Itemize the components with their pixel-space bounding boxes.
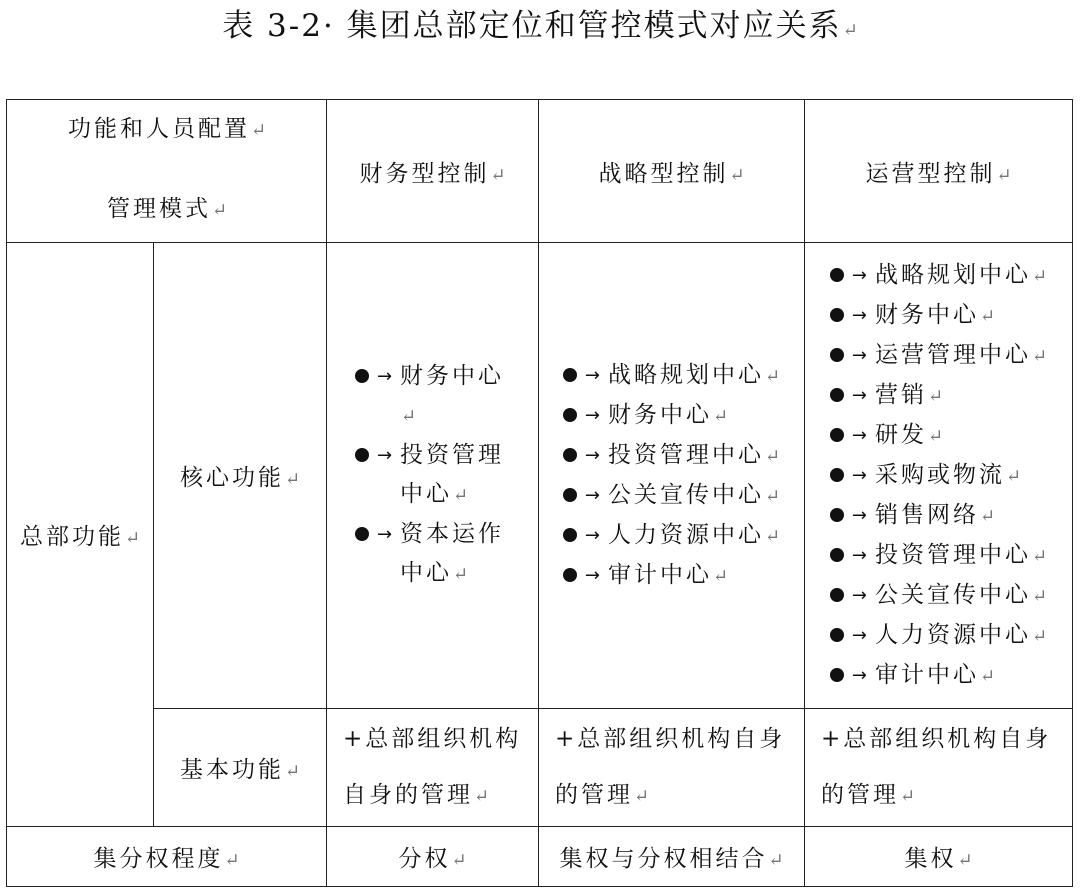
list-item-text: 战略规划中心↵ [608, 361, 781, 388]
list-item [830, 376, 1047, 416]
bullet-dot-icon [563, 528, 577, 542]
arrow-right-icon: → [584, 524, 600, 546]
list-item [830, 336, 1047, 376]
list-item-text: 财务中心↵ [400, 363, 505, 427]
bullet-dot-icon [830, 268, 844, 282]
list-item [830, 496, 1047, 536]
return-mark-icon: ↵ [900, 785, 916, 807]
arrow-right-icon: → [851, 624, 867, 646]
arrow-right-icon: → [376, 445, 393, 466]
arrow-right-icon: → [851, 544, 867, 566]
return-mark-icon: ↵ [453, 564, 469, 585]
corner-header-cell [7, 100, 327, 243]
return-mark-icon: ↵ [1032, 545, 1048, 567]
list-item-text: 人力资源中心↵ [875, 621, 1048, 648]
centralization-cell: 集分权程度↵ [7, 827, 327, 887]
list-item-text: 运营管理中心↵ [875, 341, 1048, 368]
arrow-right-icon: → [584, 444, 600, 466]
return-mark-icon: ↵ [980, 665, 996, 687]
header-operational: 运营型控制↵ [805, 100, 1073, 243]
list-item-text: 审计中心↵ [608, 561, 729, 588]
return-mark-icon: ↵ [401, 406, 417, 427]
list-item-text: 公关宣传中心↵ [875, 581, 1048, 608]
header-financial: 财务型控制↵ [327, 100, 539, 243]
basic-operational-cell: +总部组织机构自身的管理↵ [805, 709, 1073, 827]
list-item [830, 656, 1047, 696]
return-mark-icon: ↵ [284, 469, 301, 490]
arrow-right-icon: → [851, 304, 867, 326]
return-mark-icon: ↵ [451, 850, 467, 871]
centralization-row [7, 827, 1073, 887]
list-item-text: 采购或物流↵ [875, 461, 1022, 488]
return-mark-icon: ↵ [713, 405, 729, 427]
list-item-text: 人力资源中心↵ [608, 521, 781, 548]
list-item-text: 审计中心↵ [875, 661, 996, 688]
bullet-dot-icon [563, 408, 577, 422]
arrow-right-icon: → [584, 404, 600, 426]
core-operational-list [830, 256, 1047, 696]
return-mark-icon: ↵ [211, 200, 228, 221]
list-item-text: 财务中心↵ [875, 301, 996, 328]
arrow-right-icon: → [851, 344, 867, 366]
arrow-right-icon: → [851, 584, 867, 606]
list-item [355, 357, 510, 436]
return-mark-icon: ↵ [224, 850, 240, 871]
bullet-dot-icon [830, 308, 844, 322]
return-mark-icon: ↵ [980, 305, 996, 327]
arrow-right-icon: → [851, 504, 867, 526]
return-mark-icon: ↵ [980, 505, 996, 527]
core-strategic-cell [539, 243, 805, 709]
bullet-dot-icon [830, 628, 844, 642]
core-operational-cell [805, 243, 1073, 709]
list-item [355, 515, 510, 594]
list-item [355, 436, 510, 515]
return-mark-icon: ↵ [474, 785, 490, 807]
table-title [0, 4, 1080, 53]
arrow-right-icon: → [584, 484, 600, 506]
return-mark-icon: ↵ [768, 850, 784, 871]
list-item-text: 研发↵ [875, 421, 944, 448]
arrow-right-icon: → [851, 424, 867, 446]
table-title-text: 表 3-2· 集团总部定位和管控模式对应关系 [222, 8, 842, 44]
return-mark-icon: ↵ [996, 164, 1012, 186]
arrow-right-icon: → [584, 364, 600, 386]
return-mark-icon: ↵ [928, 385, 944, 407]
arrow-right-icon: → [851, 264, 867, 286]
return-mark-icon: ↵ [1006, 465, 1022, 487]
degree-financial-cell: 分权↵ [327, 827, 539, 887]
bullet-dot-icon [830, 388, 844, 402]
hq-function-cell: 总部功能↵ [7, 243, 154, 827]
bullet-dot-icon [355, 448, 369, 462]
return-mark-icon: ↵ [729, 164, 745, 186]
bullet-dot-icon [830, 548, 844, 562]
header-row [7, 100, 1073, 243]
return-mark-icon: ↵ [957, 850, 973, 871]
return-mark-icon: ↵ [453, 485, 469, 506]
list-item [830, 536, 1047, 576]
return-mark-icon: ↵ [928, 425, 944, 447]
core-strategic-list [563, 356, 780, 596]
bullet-dot-icon [830, 668, 844, 682]
basic-financial-cell: +总部组织机构自身的管理↵ [327, 709, 539, 827]
list-item-text: 公关宣传中心↵ [608, 481, 781, 508]
list-item [830, 296, 1047, 336]
basic-strategic-cell: +总部组织机构自身的管理↵ [539, 709, 805, 827]
arrow-right-icon: → [851, 664, 867, 686]
bullet-dot-icon [355, 527, 369, 541]
bullet-dot-icon [830, 508, 844, 522]
return-mark-icon: ↵ [713, 565, 729, 587]
bullet-dot-icon [563, 568, 577, 582]
core-financial-list [355, 357, 510, 594]
core-function-cell: 核心功能↵ [154, 243, 327, 709]
arrow-right-icon: → [851, 464, 867, 486]
bullet-dot-icon [355, 369, 369, 383]
arrow-right-icon: → [851, 384, 867, 406]
core-financial-cell [327, 243, 539, 709]
return-mark-icon: ↵ [765, 485, 781, 507]
return-mark-icon: ↵ [1032, 345, 1048, 367]
list-item [830, 576, 1047, 616]
list-item [830, 256, 1047, 296]
return-mark-icon: ↵ [250, 120, 267, 141]
list-item [830, 416, 1047, 456]
return-mark-icon: ↵ [490, 164, 506, 186]
list-item-text: 资本运作中心↵ [400, 521, 505, 586]
list-item [563, 476, 780, 516]
corner-header-top: 功能和人员配置↵ [67, 116, 267, 142]
bullet-dot-icon [830, 468, 844, 482]
arrow-right-icon: → [584, 564, 600, 586]
return-mark-icon: ↵ [1032, 625, 1048, 647]
list-item [563, 396, 780, 436]
arrow-right-icon: → [376, 366, 393, 387]
bullet-dot-icon [830, 428, 844, 442]
return-mark-icon: ↵ [284, 761, 301, 782]
return-mark-icon: ↵ [765, 525, 781, 547]
list-item-text: 战略规划中心↵ [875, 261, 1048, 288]
list-item-text: 销售网络↵ [875, 501, 996, 528]
basic-function-cell: 基本功能↵ [154, 709, 327, 827]
basic-function-row [7, 709, 1073, 827]
degree-operational-cell: 集权↵ [805, 827, 1073, 887]
list-item-text: 投资管理中心↵ [400, 442, 505, 507]
bullet-dot-icon [563, 488, 577, 502]
return-mark-icon: ↵ [1032, 585, 1048, 607]
list-item-text: 投资管理中心↵ [608, 441, 781, 468]
header-strategic: 战略型控制↵ [539, 100, 805, 243]
core-function-row [7, 243, 1073, 709]
list-item [830, 456, 1047, 496]
list-item [563, 436, 780, 476]
return-mark-icon: ↵ [1032, 265, 1048, 287]
list-item [563, 516, 780, 556]
control-mode-table [6, 99, 1073, 887]
degree-strategic-cell: 集权与分权相结合↵ [539, 827, 805, 887]
bullet-dot-icon [830, 588, 844, 602]
bullet-dot-icon [563, 368, 577, 382]
list-item [563, 556, 780, 596]
return-mark-icon: ↵ [765, 365, 781, 387]
corner-header-bottom: 管理模式↵ [106, 196, 228, 222]
return-mark-icon: ↵ [634, 785, 650, 807]
list-item-text: 营销↵ [875, 381, 944, 408]
return-mark-icon: ↵ [842, 20, 858, 41]
list-item [830, 616, 1047, 656]
return-mark-icon: ↵ [124, 528, 141, 549]
list-item-text: 投资管理中心↵ [875, 541, 1048, 568]
arrow-right-icon: → [376, 524, 393, 545]
bullet-dot-icon [830, 348, 844, 362]
list-item-text: 财务中心↵ [608, 401, 729, 428]
list-item [563, 356, 780, 396]
return-mark-icon: ↵ [765, 445, 781, 467]
bullet-dot-icon [563, 448, 577, 462]
